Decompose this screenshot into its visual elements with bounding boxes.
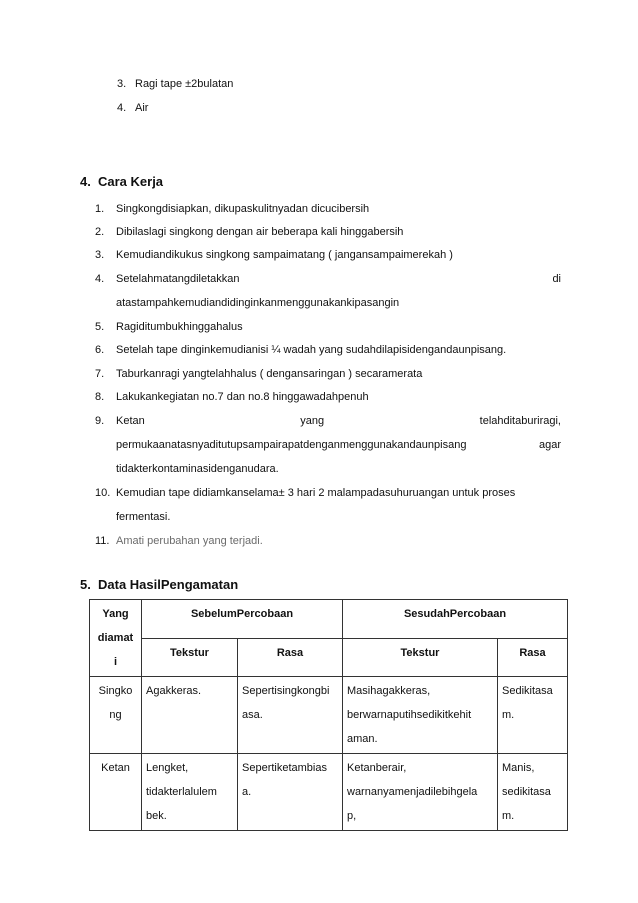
header-yang-diamati: Yang diamat i <box>90 600 142 677</box>
section-heading-data-hasil: 5. Data HasilPengamatan <box>80 577 239 592</box>
table-row <box>90 754 568 831</box>
material-item: 3. Ragi tape ±2bulatan <box>117 78 234 90</box>
cell-tekstur-before: Agakkeras. <box>142 677 238 754</box>
cell-item: Singko ng <box>90 677 142 754</box>
step-continuation: fermentasi. <box>116 511 171 523</box>
cell-rasa-after: Sedikitasa m. <box>498 677 568 754</box>
cell-rasa-after: Manis, sedikitasa m. <box>498 754 568 831</box>
section-heading-cara-kerja: 4. Cara Kerja <box>80 174 164 189</box>
header-tekstur-after: Tekstur <box>343 638 498 677</box>
step-continuation: tidakterkontaminasidenganudara. <box>116 463 279 475</box>
header-sesudah: SesudahPercobaan <box>343 600 568 639</box>
table-subheader-row <box>90 638 568 677</box>
header-rasa-after: Rasa <box>498 638 568 677</box>
step-continuation: atastampahkemudiandidinginkanmenggunakankipasangin <box>116 297 400 309</box>
cell-tekstur-before: Lengket, tidakterlalulem bek. <box>142 754 238 831</box>
material-item: 4. Air <box>117 102 149 114</box>
table-header-row <box>90 600 568 639</box>
header-sebelum: SebelumPercobaan <box>142 600 343 639</box>
document-page: 3. Ragi tape ±2bulatan 4. Air 4. Cara Kerja 1. Singkongdisiapkan, dikupaskulitnyadan dicucibersih 2. Dibilaslagi singkong dengan air beberapa kali hinggabersih 3. Kemudiandikukus singkong sampaimatang ( jangansampaimerekah ) 4. Setelahmatangdiletakkan di atastampahkemudiandidinginkanmenggunakankipasangin 5. Ragiditumbukhinggahalus 6. Setelah tape dinginkemudianisi ¼ wadah yang sudahdilapisidengandaunpisang. 7. Taburkanragi yangtelahhalus ( dengansaringan ) secaramerata 8. Lakukankegiatan no.7 dan no.8 hinggawadahpenuh 9. Ketan yang telahditaburiragi, permukaanatasnyaditutupsampairapatdenganmenggunakandaunpisang agar tidakterkontaminasidenganudara. 10. Kemudian tape didiamkanselama± 3 hari 2 malampadasuhuruangan untuk proses fermentasi. 11. Amati perubahan yang terjadi. 5. Data HasilPengamatan Yang diamat i SebelumPercobaan SesudahPercobaan Tekstur Rasa Tekstur Rasa Singko ng Agakkeras. Sepertisingkongbi asa. Masihagakkeras, berwarnaputihsedikitkehit aman. Sedikitasa m. Ketan Lengket, tidakterlalulem bek. Sepertiketambias a. Ketanberair, warnanyamenjadilebihgela p, Manis, sedikitasa m. <box>0 0 638 903</box>
cell-rasa-before: Sepertisingkongbi asa. <box>238 677 343 754</box>
cell-tekstur-after: Ketanberair, warnanyamenjadilebihgela p, <box>343 754 498 831</box>
header-rasa-before: Rasa <box>238 638 343 677</box>
cell-rasa-before: Sepertiketambias a. <box>238 754 343 831</box>
observation-table <box>89 599 568 831</box>
cell-tekstur-after: Masihagakkeras, berwarnaputihsedikitkehit aman. <box>343 677 498 754</box>
header-tekstur-before: Tekstur <box>142 638 238 677</box>
table-row <box>90 677 568 754</box>
step-continuation: permukaanatasnyaditutupsampairapatdenganmenggunakandaunpisang agar <box>116 439 561 451</box>
cell-item: Ketan <box>90 754 142 831</box>
